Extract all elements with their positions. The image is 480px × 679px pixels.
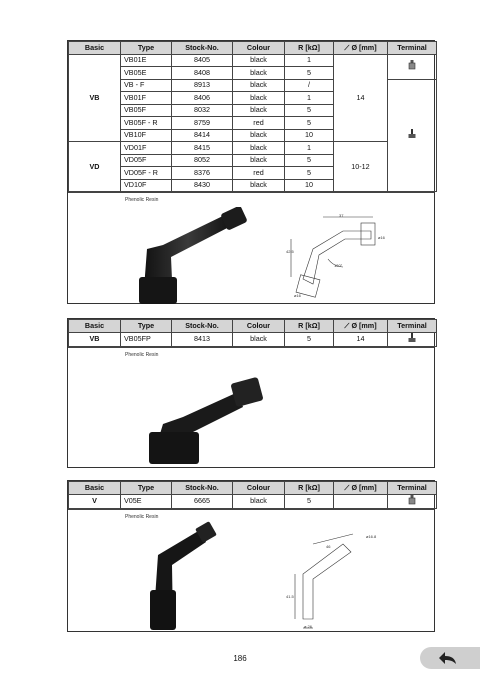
diameter-icon: ⟋ <box>344 482 352 492</box>
colour-cell: black <box>233 92 285 105</box>
type-cell: VB05F - R <box>121 117 172 130</box>
colour-cell: black <box>233 142 285 155</box>
header-basic: Basic <box>69 482 121 495</box>
terminal-cell <box>388 79 437 192</box>
stock-cell: 6665 <box>172 494 233 508</box>
product-photo-area <box>68 509 434 636</box>
colour-cell: black <box>233 54 285 67</box>
stock-cell: 8408 <box>172 67 233 80</box>
basic-vb: VB <box>69 54 121 142</box>
product-block-vb05fp <box>67 318 435 468</box>
back-nav-button[interactable] <box>420 647 480 669</box>
stock-cell: 8413 <box>172 332 233 346</box>
material-label: Phenolic Resin <box>125 513 159 520</box>
back-arrow-icon <box>438 651 458 665</box>
type-cell: V05E <box>121 494 172 508</box>
header-type: Type <box>121 320 172 333</box>
type-cell: VD10F <box>121 179 172 192</box>
table-row <box>69 494 437 508</box>
colour-cell: black <box>233 104 285 117</box>
terminal-cell <box>388 332 437 346</box>
diameter-icon: ⟋ <box>344 42 352 52</box>
r-cell: 5 <box>285 494 334 508</box>
colour-cell: red <box>233 167 285 180</box>
table-row <box>69 142 437 155</box>
type-cell: VB01F <box>121 92 172 105</box>
dimension-drawing <box>283 209 403 309</box>
basic-cell: VB <box>69 332 121 346</box>
page-number: 186 <box>233 654 247 663</box>
basic-vd: VD <box>69 142 121 192</box>
diameter-icon: ⟋ <box>344 320 352 330</box>
dim-b: 42.5 <box>286 249 294 254</box>
header-terminal: Terminal <box>388 42 437 55</box>
header-basic: Basic <box>69 42 121 55</box>
basic-cell: V <box>69 494 121 508</box>
product-photo-area <box>68 192 434 315</box>
header-stock: Stock-No. <box>172 320 233 333</box>
r-cell: 5 <box>285 332 334 346</box>
header-stock: Stock-No. <box>172 482 233 495</box>
colour-cell: black <box>233 494 285 508</box>
colour-cell: black <box>233 79 285 92</box>
stock-cell: 8052 <box>172 154 233 167</box>
colour-cell: black <box>233 332 285 346</box>
header-terminal: Terminal <box>388 482 437 495</box>
plug-cap-photo <box>113 362 293 467</box>
dim-d: ø16 <box>378 235 385 240</box>
header-type: Type <box>121 482 172 495</box>
colour-cell: black <box>233 67 285 80</box>
terminal-e-icon <box>408 495 416 505</box>
dia-vb: 14 <box>334 54 388 142</box>
dim-d: ø 26 <box>304 623 313 629</box>
product-block-v05e <box>67 480 435 632</box>
dia-cell: 14 <box>334 332 388 346</box>
stock-cell: 8032 <box>172 104 233 117</box>
dim-c: 120° <box>334 263 343 268</box>
type-cell: VB05F <box>121 104 172 117</box>
table-row <box>69 332 437 346</box>
dia-cell <box>334 494 388 508</box>
header-resistance: R [kΩ] <box>285 320 334 333</box>
material-label: Phenolic Resin <box>125 351 159 358</box>
stock-cell: 8913 <box>172 79 233 92</box>
stock-cell: 8430 <box>172 179 233 192</box>
colour-cell: black <box>233 154 285 167</box>
table-header <box>69 42 437 55</box>
header-colour: Colour <box>233 482 285 495</box>
header-colour: Colour <box>233 42 285 55</box>
r-cell: 5 <box>285 104 334 117</box>
plug-cap-photo <box>113 207 263 307</box>
dim-a: 46 <box>326 543 331 549</box>
table-header <box>69 482 437 495</box>
type-cell: VD05F <box>121 154 172 167</box>
spec-table-2 <box>68 319 437 347</box>
stock-cell: 8415 <box>172 142 233 155</box>
r-cell: 1 <box>285 54 334 67</box>
r-cell: 10 <box>285 129 334 142</box>
terminal-e-icon <box>408 60 416 70</box>
stock-cell: 8414 <box>172 129 233 142</box>
dim-c: 41.5 <box>286 593 294 599</box>
plug-cap-photo <box>128 520 248 632</box>
header-type: Type <box>121 42 172 55</box>
dim-e: ø16 <box>294 293 301 298</box>
table-header <box>69 320 437 333</box>
header-stock: Stock-No. <box>172 42 233 55</box>
r-cell: 1 <box>285 92 334 105</box>
type-cell: VD01F <box>121 142 172 155</box>
stock-cell: 8406 <box>172 92 233 105</box>
terminal-cell <box>388 54 437 79</box>
r-cell: 5 <box>285 154 334 167</box>
r-cell: 5 <box>285 67 334 80</box>
spec-table-3 <box>68 481 437 509</box>
type-cell: VD05F - R <box>121 167 172 180</box>
material-label: Phenolic Resin <box>125 197 159 203</box>
terminal-cell <box>388 494 437 508</box>
type-cell: VB01E <box>121 54 172 67</box>
r-cell: / <box>285 79 334 92</box>
dimension-drawing <box>283 524 403 634</box>
dia-vd: 10-12 <box>334 142 388 192</box>
dim-a: 37 <box>339 213 344 218</box>
header-terminal: Terminal <box>388 320 437 333</box>
stock-cell: 8759 <box>172 117 233 130</box>
header-colour: Colour <box>233 320 285 333</box>
header-diameter: ⟋ Ø [mm] <box>334 482 388 495</box>
stock-cell: 8405 <box>172 54 233 67</box>
r-cell: 10 <box>285 179 334 192</box>
table-row <box>69 54 437 67</box>
terminal-f-icon <box>408 129 416 139</box>
type-cell: VB - F <box>121 79 172 92</box>
dim-b: ø16.8 <box>366 533 377 539</box>
r-cell: 1 <box>285 142 334 155</box>
type-cell: VB05E <box>121 67 172 80</box>
product-block-vb-vd <box>67 40 435 304</box>
header-diameter: ⟋ Ø [mm] <box>334 320 388 333</box>
header-basic: Basic <box>69 320 121 333</box>
r-cell: 5 <box>285 117 334 130</box>
type-cell: VB05FP <box>121 332 172 346</box>
header-resistance: R [kΩ] <box>285 42 334 55</box>
type-cell: VB10F <box>121 129 172 142</box>
colour-cell: black <box>233 179 285 192</box>
spec-table-1 <box>68 41 437 192</box>
header-diameter: ⟋ Ø [mm] <box>334 42 388 55</box>
header-resistance: R [kΩ] <box>285 482 334 495</box>
terminal-f-icon <box>408 333 416 343</box>
colour-cell: red <box>233 117 285 130</box>
stock-cell: 8376 <box>172 167 233 180</box>
colour-cell: black <box>233 129 285 142</box>
r-cell: 5 <box>285 167 334 180</box>
product-photo-area <box>68 347 434 472</box>
